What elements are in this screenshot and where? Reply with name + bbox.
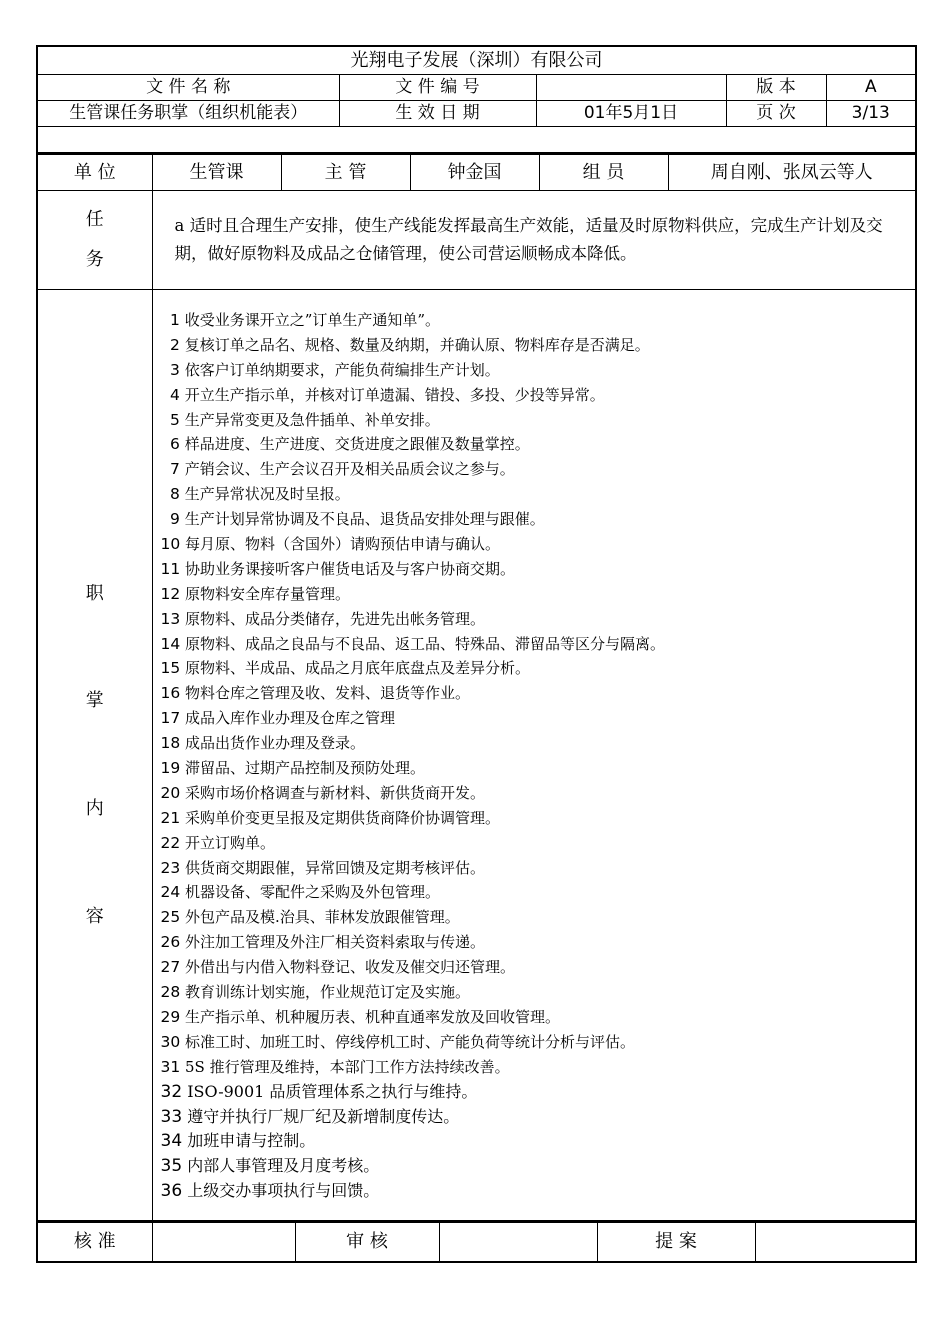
duty-item-text: 成品出货作业办理及登录。 bbox=[185, 734, 366, 753]
duty-item-text: 复核订单之品名、规格、数量及纳期，并确认原、物料库存是否满足。 bbox=[184, 335, 650, 354]
doc-no-value bbox=[536, 75, 726, 101]
propose-value bbox=[755, 1223, 916, 1263]
duty-item-text: 外借出与内借入物料登记、收发及催交归还管理。 bbox=[185, 958, 516, 977]
signoff-table bbox=[36, 1222, 917, 1263]
duty-item-number: 12 bbox=[160, 584, 181, 603]
doc-name-label: 文 件 名 称 bbox=[37, 75, 339, 101]
duty-item-text: 样品进度、生产进度、交货进度之跟催及数量掌控。 bbox=[184, 435, 530, 454]
duty-item-text: 5S 推行管理及维持，本部门工作方法持续改善。 bbox=[185, 1057, 510, 1076]
manager-label: 主 管 bbox=[281, 155, 410, 191]
duty-item-text: 加班申请与控制。 bbox=[187, 1131, 316, 1151]
duty-item bbox=[161, 1105, 916, 1130]
members-value: 周自刚、张凤云等人 bbox=[668, 155, 916, 191]
duty-item bbox=[161, 607, 916, 632]
duty-item-number: 36 bbox=[160, 1181, 183, 1202]
body-table bbox=[36, 154, 917, 1222]
duties-label-char-1: 职 bbox=[85, 582, 104, 604]
duty-item-text: 机器设备、零配件之采购及外包管理。 bbox=[185, 883, 441, 902]
duty-item-number: 8 bbox=[170, 485, 180, 504]
duty-item-number: 9 bbox=[170, 510, 180, 529]
duty-item bbox=[161, 930, 916, 955]
duty-item-text: 上级交办事项执行与回馈。 bbox=[187, 1181, 380, 1201]
duty-item-number: 26 bbox=[160, 933, 181, 952]
page-value: 3/13 bbox=[826, 101, 916, 127]
duty-item bbox=[161, 383, 916, 408]
duty-item-text: 依客户订单纳期要求，产能负荷编排生产计划。 bbox=[184, 360, 500, 379]
duty-item bbox=[161, 880, 916, 905]
duty-item bbox=[161, 632, 916, 657]
duties-label-char-3: 内 bbox=[85, 798, 104, 819]
duty-item bbox=[161, 806, 916, 831]
approve-label: 核 准 bbox=[37, 1223, 152, 1263]
duty-item-number: 34 bbox=[160, 1131, 183, 1152]
unit-label: 单 位 bbox=[37, 155, 152, 191]
duty-item bbox=[161, 532, 916, 557]
duty-item bbox=[161, 432, 916, 457]
duty-item-text: 每月原、物料（含国外）请购预估申请与确认。 bbox=[185, 535, 501, 554]
duty-item-text: 遵守并执行厂规厂纪及新增制度传达。 bbox=[187, 1106, 460, 1126]
duty-item-text: 开立生产指示单，并核对订单遗漏、错投、多投、少投等异常。 bbox=[184, 385, 605, 404]
header-table bbox=[36, 45, 917, 154]
duty-item bbox=[161, 731, 916, 756]
duty-item-number: 11 bbox=[160, 559, 181, 578]
duty-item-text: 成品入库作业办理及仓库之管理 bbox=[185, 709, 396, 728]
task-label bbox=[37, 191, 152, 290]
duty-item bbox=[161, 1055, 916, 1080]
duty-item-text: 原物料、成品分类储存，先进先出帐务管理。 bbox=[185, 609, 486, 628]
duty-item-number: 6 bbox=[170, 435, 180, 454]
duty-item-text: 收受业务课开立之”订单生产通知单”。 bbox=[184, 311, 441, 329]
unit-value: 生管课 bbox=[152, 155, 281, 191]
duty-item-number: 16 bbox=[160, 684, 181, 703]
review-label: 审 核 bbox=[295, 1223, 439, 1263]
duty-item-number: 24 bbox=[160, 883, 181, 902]
version-value: A bbox=[826, 75, 916, 101]
document-page bbox=[36, 45, 915, 1263]
duty-item bbox=[161, 681, 916, 706]
duty-item bbox=[161, 1030, 916, 1055]
duty-item bbox=[161, 756, 916, 781]
duty-item-text: 原物料、成品之良品与不良品、返工品、特殊品、滞留品等区分与隔离。 bbox=[185, 634, 666, 653]
duty-item-text: 生产异常变更及急件插单、补单安排。 bbox=[184, 410, 440, 429]
task-label-char-1: 任 bbox=[85, 209, 104, 231]
duty-item-number: 7 bbox=[170, 460, 180, 479]
duty-item-text: 生产异常状况及时呈报。 bbox=[184, 485, 350, 504]
duty-item-number: 3 bbox=[170, 360, 180, 379]
duty-item-number: 15 bbox=[160, 659, 181, 678]
members-label: 组 员 bbox=[539, 155, 668, 191]
spacer-row bbox=[37, 127, 916, 154]
version-label: 版 本 bbox=[726, 75, 826, 101]
duty-item bbox=[161, 333, 916, 358]
duty-item-text: 原物料、半成品、成品之月底年底盘点及差异分析。 bbox=[185, 659, 531, 678]
effective-label: 生 效 日 期 bbox=[339, 101, 536, 127]
duty-item bbox=[161, 656, 916, 681]
duty-item bbox=[161, 831, 916, 856]
duty-item bbox=[161, 557, 916, 582]
duties-label bbox=[37, 290, 152, 1222]
duty-item-number: 13 bbox=[160, 609, 181, 628]
duties-list bbox=[161, 308, 916, 1204]
duty-item-number: 32 bbox=[160, 1081, 183, 1102]
duty-item-number: 33 bbox=[160, 1106, 183, 1127]
duty-item bbox=[161, 781, 916, 806]
review-value bbox=[439, 1223, 597, 1263]
duty-item-number: 2 bbox=[170, 335, 180, 354]
duty-item bbox=[161, 1005, 916, 1030]
duties-content bbox=[152, 290, 916, 1222]
duty-item bbox=[161, 856, 916, 881]
duty-item-text: 外注加工管理及外注厂相关资料索取与传递。 bbox=[185, 933, 486, 952]
duty-item-number: 5 bbox=[170, 410, 180, 429]
task-text: a 适时且合理生产安排，使生产线能发挥最高生产效能，适量及时原物料供应，完成生产计划及交期，做好原物料及成品之仓储管理，使公司营运顺畅成本降低。 bbox=[152, 191, 916, 290]
duty-item bbox=[161, 706, 916, 731]
duty-item bbox=[161, 1154, 916, 1179]
duty-item-text: 采购市场价格调查与新材料、新供货商开发。 bbox=[185, 783, 486, 802]
duty-item-text: 产销会议、生产会议召开及相关品质会议之参与。 bbox=[184, 460, 515, 479]
page-label: 页 次 bbox=[726, 101, 826, 127]
duty-item-number: 10 bbox=[160, 535, 181, 554]
duties-label-char-4: 容 bbox=[85, 905, 104, 927]
duty-item-number: 23 bbox=[160, 858, 181, 877]
duties-label-char-2: 掌 bbox=[85, 690, 104, 712]
doc-name-value: 生管课任务职掌（组织机能表） bbox=[37, 101, 339, 127]
duty-item-number: 29 bbox=[160, 1007, 181, 1026]
duty-item-text: 协助业务课接听客户催货电话及与客户协商交期。 bbox=[185, 559, 516, 578]
duty-item-number: 27 bbox=[160, 958, 181, 977]
duty-item-number: 31 bbox=[160, 1057, 181, 1076]
duty-item-number: 18 bbox=[160, 734, 181, 753]
duty-item-text: 生产计划异常协调及不良品、退货品安排处理与跟催。 bbox=[184, 510, 545, 529]
duty-item-text: 标准工时、加班工时、停线停机工时、产能负荷等统计分析与评估。 bbox=[185, 1032, 636, 1051]
duty-item bbox=[161, 955, 916, 980]
duty-item-number: 1 bbox=[170, 311, 180, 329]
effective-date-value: 01年5月1日 bbox=[536, 101, 726, 127]
manager-value: 钟金国 bbox=[410, 155, 539, 191]
duty-item bbox=[161, 1179, 916, 1204]
duty-item-number: 21 bbox=[160, 808, 181, 827]
duty-item-text: 供货商交期跟催，异常回馈及定期考核评估。 bbox=[185, 858, 486, 877]
duty-item bbox=[161, 905, 916, 930]
duty-item-text: 生产指示单、机种履历表、机种直通率发放及回收管理。 bbox=[185, 1007, 561, 1026]
duty-item-text: ISO-9001 品质管理体系之执行与维持。 bbox=[187, 1081, 478, 1101]
duty-item bbox=[161, 358, 916, 383]
duty-item-text: 物料仓库之管理及收、发料、退货等作业。 bbox=[185, 684, 471, 703]
duty-item-number: 25 bbox=[160, 908, 181, 927]
duty-item bbox=[161, 1129, 916, 1154]
duty-item-text: 开立订购单。 bbox=[185, 833, 276, 852]
duty-item-text: 滞留品、过期产品控制及预防处理。 bbox=[185, 759, 426, 778]
duty-item-text: 原物料安全库存量管理。 bbox=[185, 584, 351, 603]
duty-item bbox=[161, 1080, 916, 1105]
duty-item bbox=[161, 308, 916, 333]
duty-item-number: 28 bbox=[160, 983, 181, 1002]
duty-item-number: 14 bbox=[160, 634, 181, 653]
doc-no-label: 文 件 编 号 bbox=[339, 75, 536, 101]
company-title: 光翔电子发展（深圳）有限公司 bbox=[37, 46, 916, 75]
task-label-char-2: 务 bbox=[85, 249, 104, 270]
approve-value bbox=[152, 1223, 295, 1263]
duty-item bbox=[161, 408, 916, 433]
duty-item-number: 4 bbox=[170, 385, 180, 404]
duty-item-text: 采购单价变更呈报及定期供货商降价协调管理。 bbox=[185, 808, 501, 827]
duty-item bbox=[161, 482, 916, 507]
duty-item bbox=[161, 582, 916, 607]
duty-item bbox=[161, 980, 916, 1005]
duty-item-number: 19 bbox=[160, 759, 181, 778]
duty-item-text: 教育训练计划实施，作业规范订定及实施。 bbox=[185, 983, 471, 1002]
duty-item-number: 35 bbox=[160, 1156, 183, 1177]
duty-item-text: 外包产品及模.治具、菲林发放跟催管理。 bbox=[185, 908, 460, 927]
duty-item-number: 30 bbox=[160, 1032, 181, 1051]
duty-item-number: 22 bbox=[160, 833, 181, 852]
duty-item-number: 17 bbox=[160, 709, 181, 728]
propose-label: 提 案 bbox=[597, 1223, 755, 1263]
duty-item bbox=[161, 457, 916, 482]
duty-item-text: 内部人事管理及月度考核。 bbox=[187, 1156, 380, 1176]
duty-item-number: 20 bbox=[160, 783, 181, 802]
duty-item bbox=[161, 507, 916, 532]
